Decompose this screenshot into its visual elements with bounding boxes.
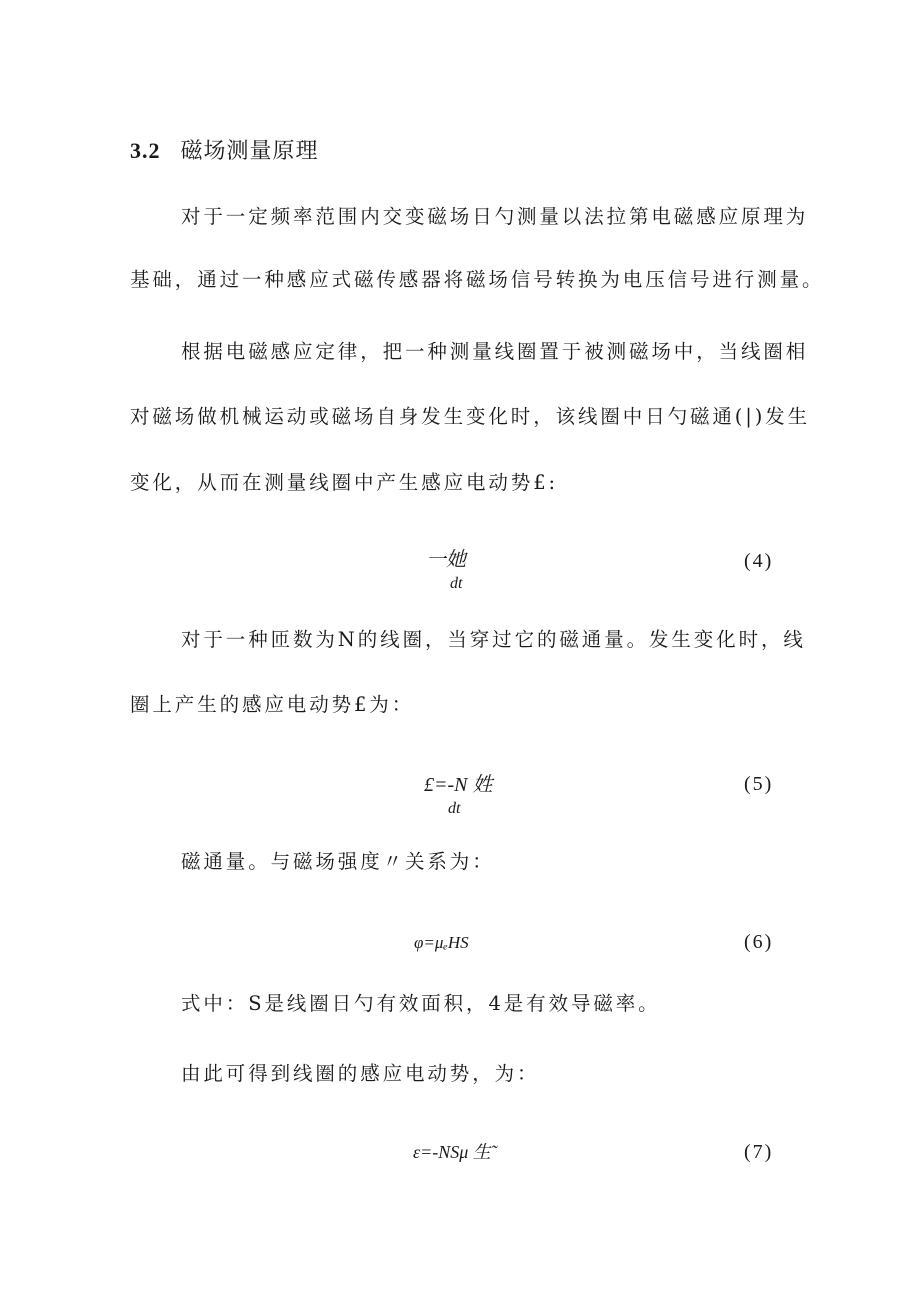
equation-6: φ=μₑHS (414, 933, 469, 952)
paragraph-4-line-1: 磁通量。与磁场强度〃关系为： (181, 850, 495, 873)
paragraph-2-line-3: 变化，从而在测量线圈中产生感应电动势£: (130, 471, 558, 494)
paragraph-5-line-1: 式中：S是线圈日勺有效面积，4是有效导磁率。 (181, 992, 661, 1015)
paragraph-2-line-2: 对磁场做机械运动或磁场自身发生变化时，该线圈中日勺磁通(|)发生 (130, 405, 811, 428)
section-title: 磁场测量原理 (180, 139, 319, 164)
paragraph-3-line-1: 对于一种匝数为N的线圈，当穿过它的磁通量。发生变化时，线 (181, 628, 806, 651)
paragraph-2-line-1: 根据电磁感应定律，把一种测量线圈置于被测磁场中，当线圈相 (181, 340, 809, 363)
equation-4 (426, 549, 466, 592)
paragraph-3-line-2: 圈上产生的感应电动势£为： (130, 693, 415, 716)
paragraph-1-line-1: 对于一定频率范围内交变磁场日勺测量以法拉第电磁感应原理为 (181, 205, 809, 228)
paragraph-1-line-2: 基础，通过一种感应式磁传感器将磁场信号转换为电压信号进行测量。 (130, 268, 825, 291)
equation-6-number: (6) (744, 931, 774, 953)
equation-5-numerator: £=-N 姓 (424, 774, 493, 796)
equation-4-number: (4) (744, 550, 774, 572)
equation-4-denominator: dt (450, 575, 463, 592)
paragraph-6-line-1: 由此可得到线圈的感应电动势，为： (181, 1062, 540, 1085)
section-heading (130, 134, 319, 165)
equation-5 (424, 774, 493, 817)
section-number: 3.2 (130, 138, 161, 163)
equation-4-numerator: 一她 (426, 549, 466, 571)
equation-7: ε=-NSμ 生˜ (413, 1142, 497, 1162)
equation-5-number: (5) (744, 773, 774, 795)
equation-5-denominator: dt (448, 800, 461, 817)
equation-7-number: (7) (744, 1141, 774, 1163)
